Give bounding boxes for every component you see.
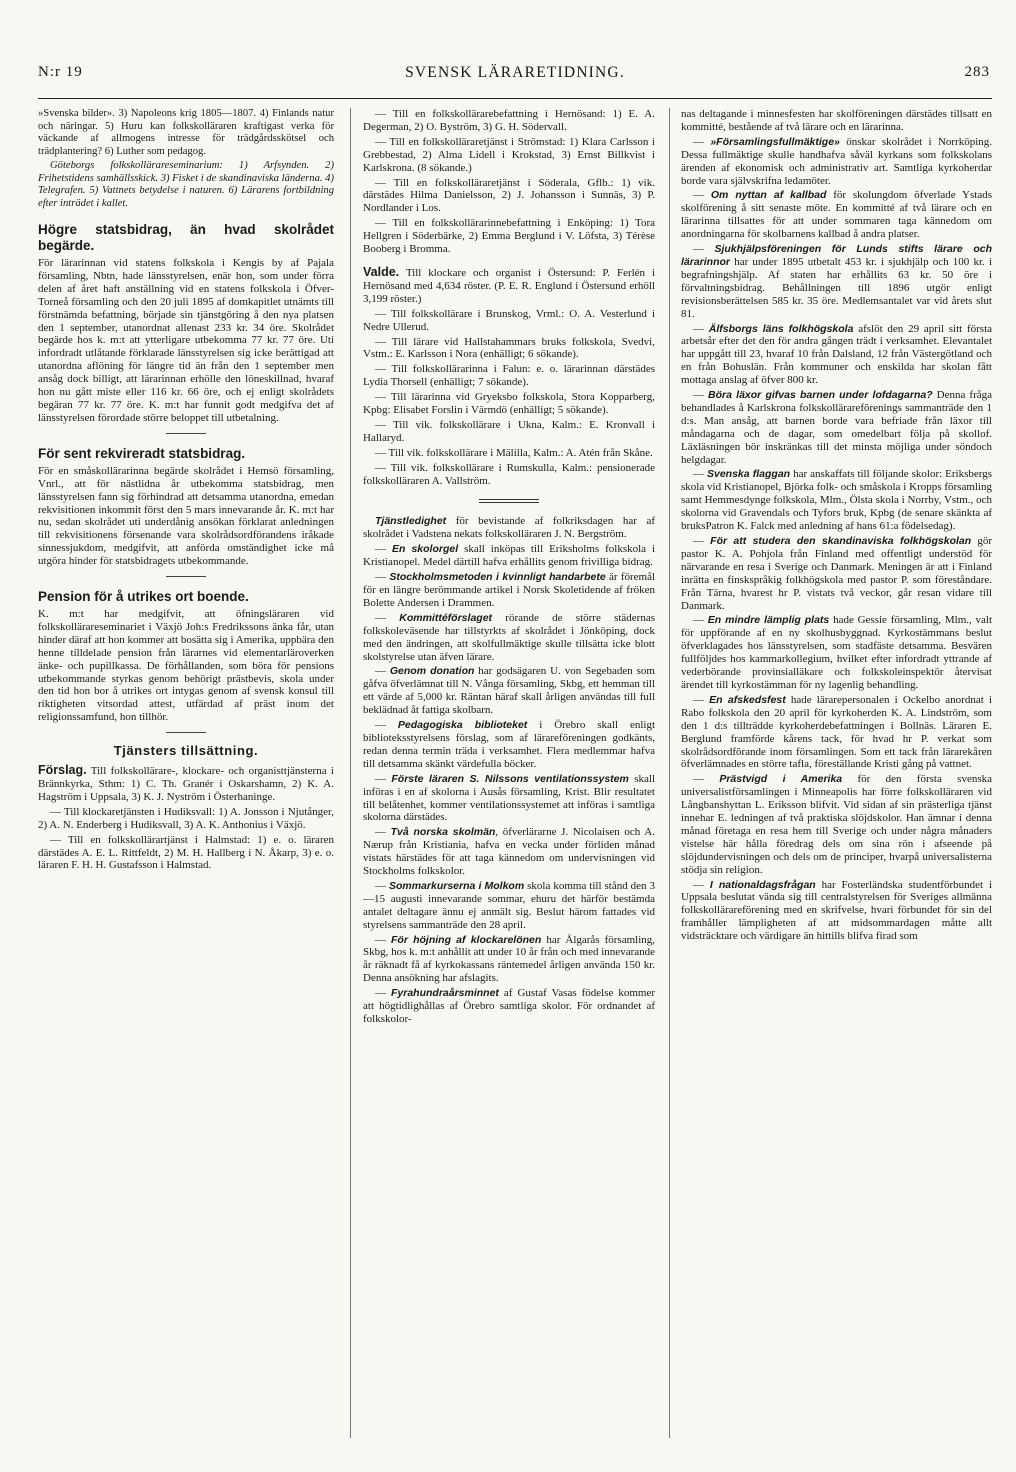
- item-text: skall inköpas till Eriksholms folkskola i Kristianopel. Medel därtill hafva erhållits genom frivilliga bidrag.: [363, 543, 656, 569]
- keyword: Stockholmsmetoden i kvinnligt handarbete: [389, 571, 606, 584]
- item-text: har anskaffats till följande skolor: Eriksbergs skola vid Kristianopel, Björka folk- och småskola i Kropps församling samt Hemmesdynge folkskola, Mlm., Ölsta skola i Norrby, Vstm., och skolorna vid Gravendals och Tyfors bruk, Kpbg (de senare skänkta af bruksPatron K. Falck med anledning af hans 61:a födelsedag).: [681, 468, 993, 533]
- article-body: För lärarinnan vid statens folkskola i Kengis by af Pajala församling, Nbtn, hade länsstyrelsen, enär hon, som under förra delen af året haft anställning vid en statens folkskola i Öfver-Torneå församling och den 20 juli 1895 af domkapitlet utnämts till förstnämda befattning, började sin tjänstgöring å den nya platsen den 1 september, utanordnat allenast 233 kr. 34 öre. Skolrådet begärde hos k. m:t att ytterligare utbekomma 77 kr. 77 öre. Uti infordradt utlåtande förklarade länsstyrelsen sig icke berättigad att utanordna aflöning för längre tid än från den 1 september men ansåg dock billigt, att lärarinnan erhölle den löneskillnad, hvaraf hon nu gått miste eller 116 kr. 66 öre, och ej enligt skolrådets begäran 77 kr. 77 öre. K. m:t har funnit godt medgifva det af länsstyrelsen förordade större beloppet till utbetalning.: [38, 257, 334, 424]
- divider: [166, 433, 206, 434]
- list-item: — Till en folkskollärarinnebefattning i Enköping: 1) Tora Hellgren i Söderbärke, 2) Emma Berglund i V. Löfsta, 3) Térèse Booberg i Bromma.: [363, 217, 655, 256]
- item-text: för den första svenska universalistförsamlingen i Minneapolis har förre folkskolläraren vid Långbanshyttan L. Eriksson blifvit. Vid sidan af sin prästerliga tjänst innehar E. ledningen af två praktiska slöjdskolor. Han ämnar i denna månad företaga en resa hem till Sverige och under några månaders vistelse här hålla föredrag dels om sina rön i afseende på slöjdundervisningen och dels om de principer, hvarpå universalisterna stödja sin religion.: [681, 773, 992, 876]
- item-text: har Älgarås församling, Skbg, hos k. m:t anhållit att under 10 år från och med innevarande år räknadt få af kyrkokassans räntemedel årligen använda 150 kr. Denna ansökning har afslagits.: [363, 933, 656, 985]
- item-text: rörande de större städernas folkskoleväsende har tillstyrkts af skolrådet i Jönköping, dock med den ändringen, att skolfullmäktige skulle tillsätta icke blott skolstyrelse utan äfven lärare.: [363, 611, 656, 663]
- news-item: — Pedagogiska biblioteket i Örebro skall enligt biblioteksstyrelsens förslag, som af lärareföreningen godkänts, redan denna termin träda i verksamhet. Flera medlemmar hafva till detsamma skänkt värdefulla böcker.: [363, 719, 656, 770]
- column-3: [681, 108, 992, 945]
- keyword: Pedagogiska biblioteket: [397, 719, 528, 732]
- keyword: Tjänstledighet: [375, 515, 447, 528]
- list-item: — Till en folkskollärartjänst i Halmstad: 1) e. o. läraren därstädes A. E. L. Rittfeldt, 2) M. H. Hallberg i N. Åkarp, 3) e. o. läraren F. H. H. Gustafsson i Halmstad.: [38, 833, 334, 872]
- keyword: En mindre lämplig plats: [707, 614, 830, 627]
- page-header: [38, 50, 992, 99]
- news-item: — I nationaldagsfrågan har Fosterländska studentförbundet i Uppsala beslutat vända sig till centralstyrelsen för Sveriges allmänna folkskollärareförening med en skrifvelse, hvari förbundet för sin del framhåller lämpligheten af att midsommardagen måtte allt vidsträcktare och värdigare än hittills blifva firad som: [681, 878, 993, 943]
- item-text: har godsägaren U. von Segebaden som gåfva öfverlämnat till N. Vånga församling, Skbg, ett hemman till ett värde af 5,000 kr. Räntan häraf skall årligen användas till full beklädnad åt fattiga skolbarn.: [363, 665, 655, 717]
- news-item: — Om nyttan af kallbad för skolungdom öfverlade Ystads skolförening å sitt senaste möte. En kommitté af två lärare och en lärarinna tillsattes för att under sommaren taga kännedom om anordningarna för skolbarnens kallbad å andra platser.: [681, 189, 993, 241]
- news-item: — Prästvigd i Amerika för den första svenska universalistförsamlingen i Minneapolis har förre folkskolläraren vid Långbanshyttan L. Eriksson blifvit. Vid sidan af sin prästerliga tjänst innehar E. ledningen af två praktiska slöjdskolor. Han ämnar i denna månad företaga en resa hem till Sverige och under några månaders vistelse här hålla föredrag dels om sina rön i afseende på slöjdundervisningen och dels om de principer, hvarpå universalisterna stödja sin religion.: [681, 773, 992, 876]
- keyword: Svenska flaggan: [706, 468, 791, 481]
- list-item: — Till en folkskollärarebefattning i Hernösand: 1) E. A. Degerman, 2) O. Byström, 3) G. H. Södervall.: [363, 108, 655, 133]
- list-item: — Till folkskollärarinna i Falun: e. o. lärarinnan därstädes Lydia Thorsell (enhälligt; 7 sökande).: [363, 363, 655, 389]
- keyword: Två norska skolmän: [390, 826, 496, 839]
- list-item: — Till vik. folkskollärare i Ukna, Kalm.: E. Kronvall i Hallaryd.: [363, 418, 655, 444]
- item-text: Till folkskollärare-, klockare- och organisttjänsterna i Brännkyrka, Sthm: 1) C. Th. Granér i Oskarshamn, 2) K. A. Hagström i Uppsala, 3) K. J. Nyström i Österhaninge.: [38, 765, 334, 803]
- keyword: Böra läxor gifvas barnen under lofdagarna?: [708, 389, 933, 402]
- divider: [166, 576, 206, 577]
- item-text: är föremål för en längre berömmande artikel i Norsk Skoletidende af fröken Bolette Andersen i Drammen.: [363, 571, 656, 609]
- news-item: — Genom donation har godsägaren U. von Segebaden som gåfva öfverlämnat till N. Vånga församling, Skbg, ett hemman till ett värde af 5,000 kr. Räntan häraf skall årligen användas till full beklädnad åt fattiga skolbarn.: [363, 665, 655, 717]
- keyword: För höjning af klockarelönen: [391, 933, 542, 946]
- keyword: En afskedsfest: [709, 693, 786, 706]
- column-2: [363, 108, 655, 1028]
- keyword: Förste läraren S. Nilssons ventilationssystem: [391, 772, 629, 785]
- item-text: skall införas i en af skolorna i Ausås församling, Krist. Blir resultatet till belåtenhet, kommer ventilationssystemet att införas i samtliga skolorna därstädes.: [363, 772, 656, 824]
- section-heading: Tjänsters tillsättning.: [113, 743, 259, 759]
- news-item: — Sommarkurserna i Molkom skola komma till stånd den 3—15 augusti innevarande sommar, ehuru det härför bestämda antalet deltagare ännu ej anmält sig. Beslut härom fattades vid styrelsens sammanträde den 28 april.: [363, 879, 656, 931]
- article-heading: Pension för å utrikes ort boende.: [38, 589, 249, 605]
- lead-word: Valde.: [363, 264, 400, 279]
- news-item: — För att studera den skandinaviska folkhögskolan gör pastor K. A. Pohjola från Finland med offentligt understöd för närvarande en resa i Sverige och Danmark. Meningen är att i Finland inrätta en finskspråkig folkhögskola med pastor P. som föreståndare. Från Tärna, hvarest hr P. vistats två veckor, går resan vidare till Danmark.: [681, 535, 992, 612]
- news-item: — Svenska flaggan har anskaffats till följande skolor: Eriksbergs skola vid Kristianopel, Björka folk- och småskola i Kropps församling samt Hemmesdynge folkskola, Mlm., Ölsta skola i Norrby, Vstm., och skolorna vid Gravendals och Tyfors bruk, Kpbg (de senare skänkta af bruksPatron K. Falck med anledning af hans 61:a födelsedag).: [681, 468, 993, 533]
- item-text: för bevistande af folkriksdagen har af skolrådet i Vadstena nekats folkskolläraren J. N. Bergström.: [363, 515, 655, 541]
- list-item: [38, 764, 334, 804]
- keyword: Kommittéförslaget: [399, 611, 493, 624]
- item-text: hade Gessie församling, Mlm., valt för uppförande af en ny skolhusbyggnad. Kyrkostämmans beslut öfverklagades hos länsstyrelsen, som stadfäste detsamma. Besvären fullföljdes hos kammarkollegium, hvilket efter infordradt yttrande af vederbörande provinsialläkare och folkskoleinspektör återvisat ärendet till kyrkostämman för ny lagenlig behandling.: [681, 614, 993, 691]
- item-text: gör pastor K. A. Pohjola från Finland med offentligt understöd för närvarande en resa i Sverige och Danmark. Meningen är att i Finland inrätta en finskspråkig folkhögskola med pastor P. som föreståndare. Från Tärna, hvarest hr P. vistats två veckor, går resan vidare till Danmark.: [681, 535, 992, 612]
- keyword: För att studera den skandinaviska folkhögskolan: [710, 535, 972, 547]
- item-text: Till klockare och organist i Östersund: P. Ferlén i Hernösand med 4,634 röster. (P. E. R. Englund i Östersund erhöll 3,199 röster.): [363, 266, 655, 305]
- keyword: Sommarkurserna i Molkom: [388, 879, 525, 892]
- item-text: Denna fråga behandlades å Karlskrona folkskollärareförenings sammanträde den 1 d:s. Man ansåg, att barnen borde vara befriade från läxor till måndagarna och de dagar, som omedelbart följa på skollof. Läxläsningen bör inskränkas till det minsta möjliga under söndoch helgdagar.: [681, 389, 992, 466]
- news-item: — Två norska skolmän, öfverlärarne J. Nicolaisen och A. Nærup från Kristiania, hafva en vecka under förliden månad vistats härstädes för att taga kännedom om undervisningen vid Stockholms folkskolor.: [363, 826, 655, 878]
- page-number: 283: [964, 64, 990, 80]
- newspaper-title: SVENSK LÄRARETIDNING.: [405, 64, 625, 81]
- keyword: Prästvigd i Amerika: [719, 773, 843, 786]
- list-item: — Till vik. folkskollärare i Mälilla, Kalm.: A. Atén från Skåne.: [375, 446, 653, 459]
- news-item: — »Församlingsfullmäktige» önskar skolrådet i Norrköping. Dessa fullmäktige skulle handhafva såväl kyrkans som folkskolans ärenden af ekonomisk och administrativ art. Samtliga kyrkoherdar borde vara självskrifna ledamöter.: [681, 135, 993, 187]
- column-rule: [350, 108, 351, 1438]
- article-body: K. m:t har medgifvit, att öfningsläraren vid folkskollärareseminariet i Växjö Joh:s Fredrikssons änka får, utan hinder däraf att hon kommer att bosätta sig i Amerika, uppbära den henne tilldelade pension från lärarnes vid elementarläroverken änke- och pupillkassa. De förhållanden, som böra för pensions utbekommande styrkas genom behörigt prästbevis, skola under den tid hon bor å utrikes ort intygas genom af svensk konsul till riktigheten vitsordad attest, utfärdad af präst inom det religionssamfund, hon tillhör.: [38, 608, 334, 724]
- news-item: — Stockholmsmetoden i kvinnligt handarbete är föremål för en längre berömmande artikel i Norsk Skoletidende af fröken Bolette Andersen i Drammen.: [363, 571, 656, 609]
- list-item: — Till en folkskolläraretjänst i Strömstad: 1) Klara Carlsson i Grebbestad, 2) Alma Lidell i Krokstad, 3) Ernst Billkvist i Karlskrona. (8 sökande.): [363, 135, 655, 174]
- news-item: — Kommittéförslaget rörande de större städernas folkskoleväsende har tillstyrkts af skolrådet i Jönköping, dock med den ändringen, att skolfullmäktige skulle tillsätta icke blott skolstyrelse utan äfven lärare.: [363, 611, 656, 663]
- newspaper-page: [38, 50, 992, 1440]
- news-item: — Älfsborgs läns folkhögskola afslöt den 29 april sitt första arbetsår efter det den för andra gången trädt i verksamhet. Elevantalet har uppgått till 23, hvaraf 10 från Dalsland, 12 från Västergötland och en från Bohuslän. Från kommuner och enskilda har skolan fått mottaga anslag af öfver 800 kr.: [681, 322, 993, 387]
- item-text: afslöt den 29 april sitt första arbetsår efter det den för andra gången trädt i verksamhet. Elevantalet har uppgått till 23, hvaraf 10 från Dalsland, 12 från Västergötland och en från Bohuslän. Från kommuner och enskilda har skolan fått mottaga anslag af öfver 800 kr.: [681, 322, 993, 387]
- news-item: — Sjukhjälpsföreningen för Lunds stifts lärare och lärarinnor har under 1895 utbetalt 453 kr. i sjukhjälp och 100 kr. i begrafningshjälp. Af staten har erhållits 63 kr. 50 öre i förvaltningsbidrag. Behållningen till 1896 utgör enligt revisionsberättelsen 585 kr. 35 öre. Medlemsantalet var vid årets slut 81.: [681, 243, 993, 320]
- paragraph: »Svenska bilder». 3) Napoleons krig 1805—1807. 4) Finlands natur och näringar. 5) Huru kan folkskolläraren kraftigast verka för väckande af allmogens intresse för trädgårdsskötsel och trädplantering? 6) Luther som pedagog.: [38, 108, 334, 157]
- paragraph: Göteborgs folkskollärareseminarium: 1) Arfsynden. 2) Frihetstidens samhällsskick. 3) Fisket i de skandinaviska länderna. 4) Telegrafen. 5) Vattnets betydelse i naturen. 6) Lärarens fortbildning efter inträdet i kallet.: [38, 160, 334, 209]
- item-text: önskar skolrådet i Norrköping. Dessa fullmäktige skulle handhafva såväl kyrkans som folkskolans ärenden af ekonomisk och administrativ art. Samtliga kyrkoherdar borde vara självskrifna ledamöter.: [681, 135, 993, 187]
- keyword: Fyrahundraårsminnet: [390, 987, 499, 1000]
- section-divider: [479, 499, 539, 503]
- list-item: — Till en folkskolläraretjänst i Söderala, Gflb.: 1) vik. därstädes Hilma Danielsson, 2) J. Johansson i Sunnäs, 3) P. Nordlander i Los.: [363, 176, 655, 215]
- divider: [166, 732, 206, 733]
- item-text: skola komma till stånd den 3—15 augusti innevarande sommar, ehuru det härför bestämda antalet deltagare ännu ej anmält sig. Beslut härom fattades vid styrelsens sammanträde den 28 april.: [363, 879, 656, 931]
- item-text: för skolungdom öfverlade Ystads skolförening å sitt senaste möte. En kommitté af två lärare och en lärarinna tillsattes för att under sommaren taga kännedom om anordningarna för skolbarnens kallbad å andra platser.: [681, 189, 993, 241]
- news-item: nas deltagande i minnesfesten har skolföreningen därstädes tillsatt en kommitté, bestående af två lärare och en lärarinna.: [681, 108, 992, 133]
- news-item: — Förste läraren S. Nilssons ventilationssystem skall införas i en af skolorna i Ausås församling, Krist. Blir resultatet till belåtenhet, kommer ventilationssystemet att införas i samtliga skolorna därstädes.: [363, 772, 656, 824]
- list-item: — Till lärare vid Hallstahammars bruks folkskola, Svedvi, Vstm.: E. Karlsson i Nora (enhälligt; 6 sökande).: [363, 335, 655, 361]
- list-item: [363, 266, 655, 306]
- keyword: I nationaldagsfrågan: [709, 878, 816, 891]
- list-item: — Till folkskollärare i Brunskog, Vrml.: O. A. Vesterlund i Nedre Ullerud.: [363, 307, 655, 333]
- item-text: , öfverlärarne J. Nicolaisen och A. Nærup från Kristiania, hafva en vecka under förliden månad vistats härstädes för att taga kännedom om undervisningen vid Stockholms folkskolor.: [363, 826, 655, 878]
- item-text: har Fosterländska studentförbundet i Uppsala beslutat vända sig till centralstyrelsen för Sveriges allmänna folkskollärareförening med en skrifvelse, hvari förbundet för sin del framhåller lämpligheten af att midsommardagen måtte allt vidsträcktare och värdigare än hittills blifva firad som: [681, 878, 993, 943]
- list-item: — Till klockaretjänsten i Hudiksvall: 1) A. Jonsson i Njutånger, 2) A. N. Enderberg i Hudiksvall, 3) A. K. Anthonius i Växjö.: [38, 805, 334, 831]
- article-heading: Högre statsbidrag, än hvad skolrådet begärde.: [38, 222, 334, 253]
- column-rule: [669, 108, 670, 1438]
- article-body: För en småskollärarinna begärde skolrådet i Hemsö församling, Vnrl., att för nästlidna år utbekomma statsbidrag, men länsstyrelsen fann sig förhindrad att detsamma utanordna, emedan rekvisitionen inkommit först den 5 mars innevarande år. K. m:t har nu, sedan skolrådet uti underdånig ansökan förklarat anledningen till rekvisitionens försenande vara skolrådsordförandens iråkade sinnessjukdom, medgifvit, att anförda omständighet icke må utgöra hinder för statsbidragets utbekommande.: [38, 464, 334, 568]
- news-item: — En skolorgel skall inköpas till Eriksholms folkskola i Kristianopel. Medel därtill hafva erhållits genom frivilliga bidrag.: [363, 543, 656, 569]
- news-item: — Böra läxor gifvas barnen under lofdagarna? Denna fråga behandlades å Karlskrona folkskollärareförenings sammanträde den 1 d:s. Man ansåg, att barnen borde vara befriade från läxor till måndagarna och de dagar, som omedelbart följa på skollof. Läxläsningen bör inskränkas till det minsta möjliga under söndoch helgdagar.: [681, 389, 992, 466]
- keyword: Sjukhjälpsföreningen för Lunds stifts lärare och lärarinnor: [681, 243, 993, 268]
- keyword: Om nyttan af kallbad: [710, 189, 827, 202]
- lead-word: Förslag.: [38, 763, 87, 778]
- item-text: i Örebro skall enligt biblioteksstyrelsens förslag, som af lärareföreningen godkänts, redan denna termin träda i verksamhet. Flera medlemmar hafva till detsamma skänkt värdefulla böcker.: [363, 719, 656, 770]
- column-1: [38, 108, 334, 874]
- item-text: af Gustaf Vasas födelse kommer att högtidlighållas af Örebro samtliga skolor. För ordnandet af folkskolor-: [363, 987, 655, 1025]
- item-text: hade lärarepersonalen i Ockelbo anordnat i Rabo folkskola den 20 april för kyrkoherden K. A. Lindström, som den 1 d:s tillträdde kyrkoherdebefattningen i Bollnäs. Läraren E. Berglund framförde kårens tack, för hvad hr P. verkat som skolrådsordförande inom församlingen. Som ett tack från lärarekåren öfverlämnades en större tafla, föreställande Kristi gång på vattnet.: [681, 693, 992, 771]
- news-item: — En mindre lämplig plats hade Gessie församling, Mlm., valt för uppförande af en ny skolhusbyggnad. Kyrkostämmans beslut öfverklagades hos länsstyrelsen, som stadfäste detsamma. Besvären fullföljdes hos kammarkollegium, hvilket efter infordradt yttrande af vederbörande provinsialläkare och folkskoleinspektör återvisat ärendet till kyrkostämman för ny lagenlig behandling.: [681, 614, 993, 691]
- item-text: har under 1895 utbetalt 453 kr. i sjukhjälp och 100 kr. i begrafningshjälp. Af staten har erhållits 63 kr. 50 öre i förvaltningsbidrag. Behållningen till 1896 utgör enligt revisionsberättelsen 585 kr. 35 öre. Medlemsantalet var vid årets slut 81.: [681, 255, 992, 320]
- list-item: — Till lärarinna vid Gryeksbo folkskola, Stora Kopparberg, Kpbg: Elisabet Forslin i Värmdö (enhälligt; 5 sökande).: [363, 391, 655, 417]
- list-item: — Till vik. folkskollärare i Rumskulla, Kalm.: pensionerade folkskolläraren A. Vallström.: [363, 461, 655, 487]
- news-item: — För höjning af klockarelönen har Älgarås församling, Skbg, hos k. m:t anhållit att under 10 år från och med innevarande år räknadt få af kyrkokassans räntemedel årligen använda 150 kr. Denna ansökning har afslagits.: [363, 933, 656, 985]
- news-item: [363, 515, 655, 541]
- article-heading: För sent rekvireradt statsbidrag.: [38, 445, 246, 461]
- keyword: En skolorgel: [391, 543, 459, 556]
- news-item: — En afskedsfest hade lärarepersonalen i Ockelbo anordnat i Rabo folkskola den 20 april för kyrkoherden K. A. Lindström, som den 1 d:s tillträdde kyrkoherdebefattningen i Bollnäs. Läraren E. Berglund framförde kårens tack, för hvad hr P. verkat som skolrådsordförande inom församlingen. Som ett tack från lärarekåren öfverlämnades en större tafla, föreställande Kristi gång på vattnet.: [681, 693, 992, 771]
- keyword: Genom donation: [389, 665, 475, 678]
- keyword: »Församlingsfullmäktige»: [710, 135, 840, 148]
- issue-number: N:r 19: [38, 64, 83, 80]
- news-item: — Fyrahundraårsminnet af Gustaf Vasas födelse kommer att högtidlighållas af Örebro samtliga skolor. För ordnandet af folkskolor-: [363, 987, 655, 1025]
- keyword: Älfsborgs läns folkhögskola: [708, 322, 854, 335]
